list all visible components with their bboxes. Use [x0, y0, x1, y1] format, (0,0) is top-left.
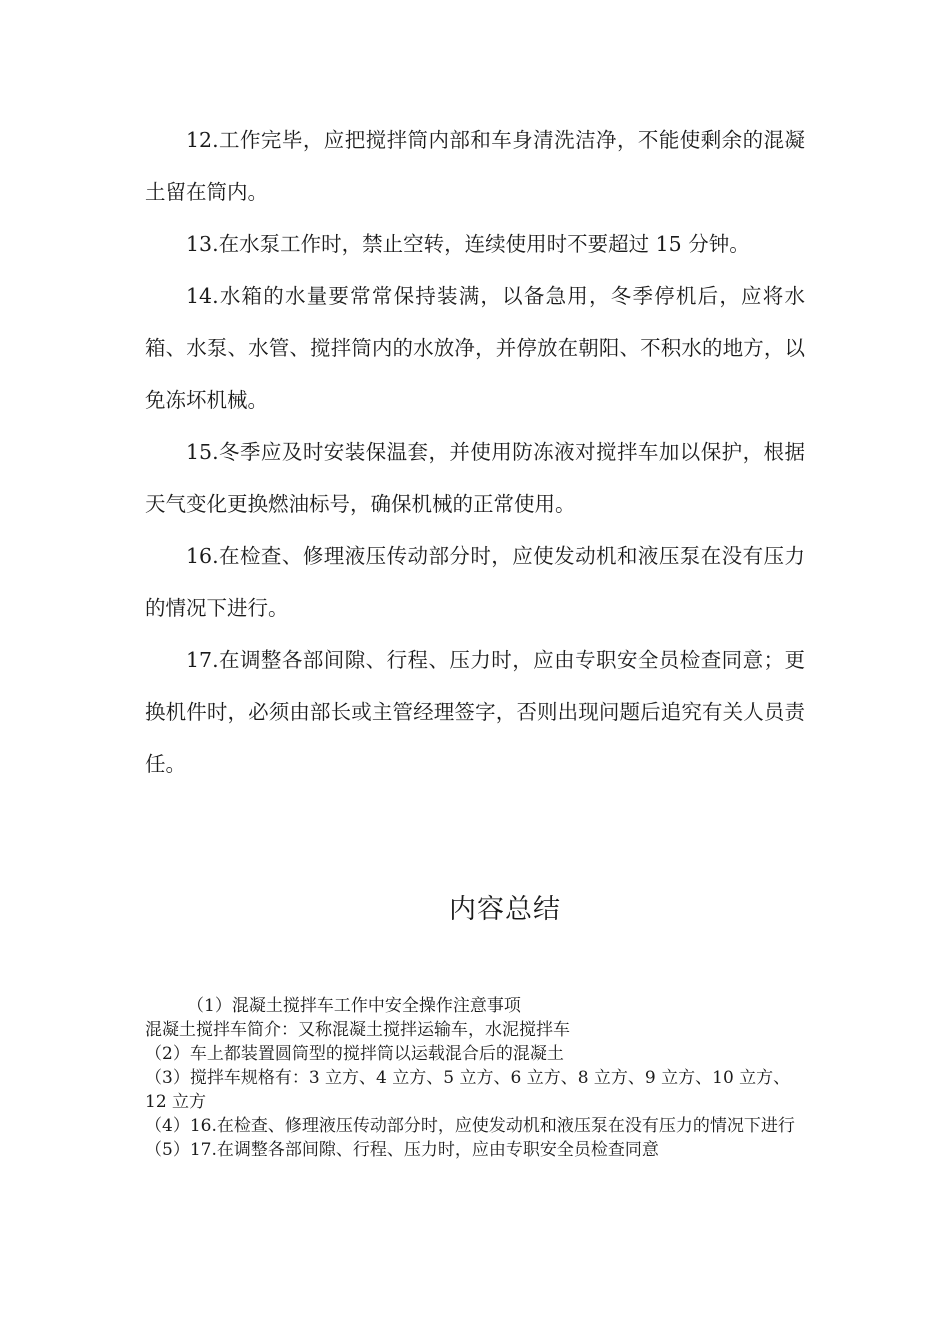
paragraph-13: 13.在水泵工作时，禁止空转，连续使用时不要超过 15 分钟。: [186, 232, 750, 256]
summary-line: （4）16.在检查、修理液压传动部分时，应使发动机和液压泵在没有压力的情况下进行: [145, 1116, 795, 1136]
paragraph-16: 16.在检查、修理液压传动部分时，应使发动机和液压泵在没有压力的情况下进行。: [145, 544, 805, 620]
summary-line: （2）车上都装置圆筒型的搅拌筒以运载混合后的混凝土: [145, 1044, 564, 1064]
summary-line: （3）搅拌车规格有：3 立方、4 立方、5 立方、6 立方、8 立方、9 立方、10 立方、12 立方: [145, 1068, 791, 1112]
paragraph-14: 14.水箱的水量要常常保持装满，以备急用，冬季停机后，应将水箱、水泵、水管、搅拌筒内的水放净，并停放在朝阳、不积水的地方，以免冻坏机械。: [145, 284, 805, 412]
summary-line: （5）17.在调整各部间隙、行程、压力时，应由专职安全员检查同意: [145, 1140, 659, 1160]
paragraph-12: 12.工作完毕，应把搅拌筒内部和车身清洗洁净，不能使剩余的混凝土留在筒内。: [145, 128, 805, 204]
paragraph-17: 17.在调整各部间隙、行程、压力时，应由专职安全员检查同意；更换机件时，必须由部长或主管经理签字，否则出现问题后追究有关人员责任。: [145, 648, 805, 776]
summary-title: 内容总结: [449, 894, 561, 925]
body-text: [145, 114, 805, 790]
summary-line: 混凝土搅拌车简介：又称混凝土搅拌运输车，水泥搅拌车: [145, 1020, 570, 1040]
summary-list: [145, 994, 810, 1162]
paragraph-15: 15.冬季应及时安装保温套，并使用防冻液对搅拌车加以保护，根据天气变化更换燃油标号，确保机械的正常使用。: [145, 440, 805, 516]
summary-line: （1）混凝土搅拌车工作中安全操作注意事项: [187, 996, 521, 1016]
